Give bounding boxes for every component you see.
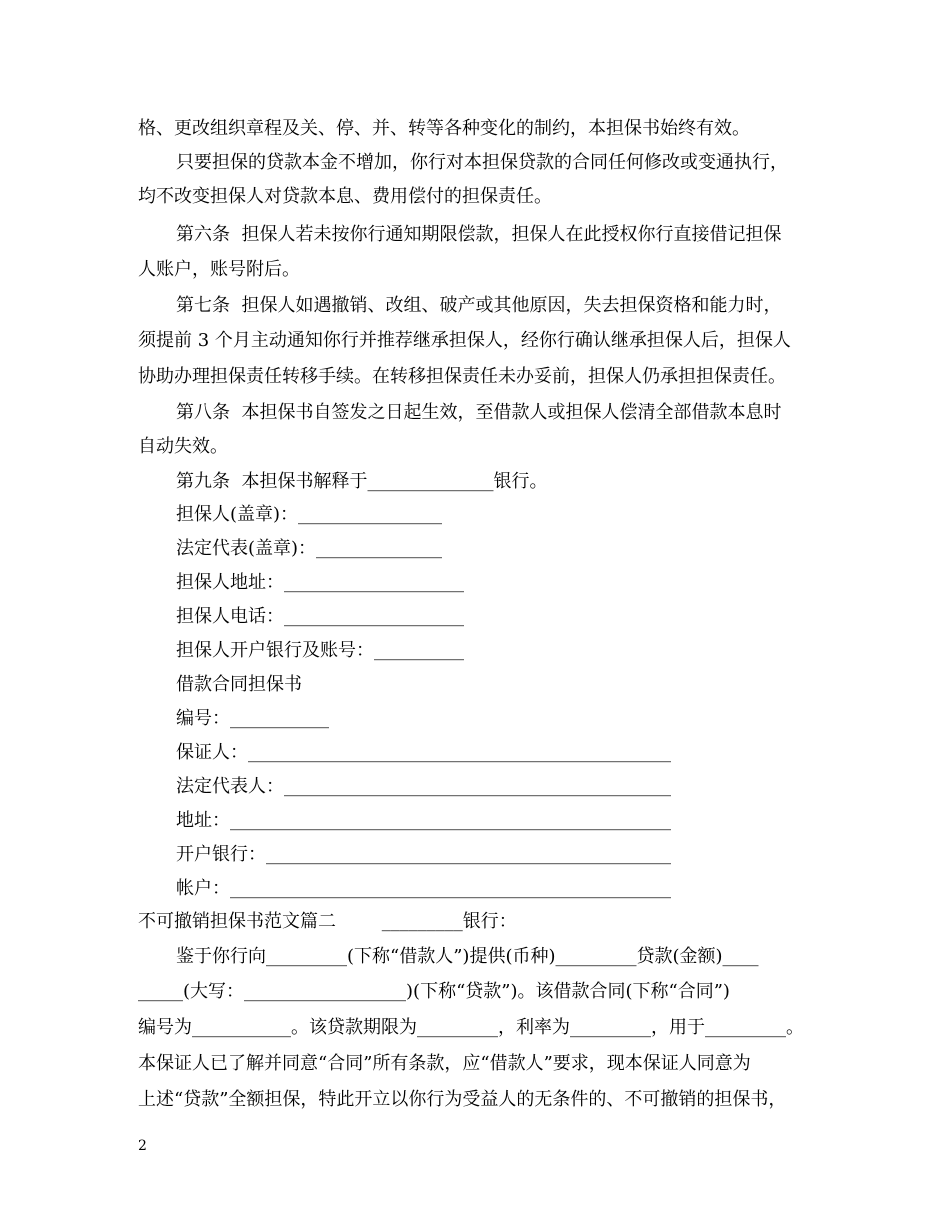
body-text-line: 须提前 3 个月主动通知你行并推荐继承担保人，经你行确认继承担保人后，担保人	[138, 330, 791, 351]
body-text-line: 上述“贷款”全额担保，特此开立以你行为受益人的无条件的、不可撤销的担保书，	[138, 1089, 787, 1110]
guarantor-field: 保证人：_______________________________________________	[176, 742, 671, 763]
body-text-line: 鉴于你行向_________(下称“借款人”)提供(币种)_________贷款(金额)____	[176, 946, 759, 967]
number-field: 编号：___________	[176, 708, 329, 729]
legal-representative-field: 法定代表人：___________________________________________	[176, 776, 671, 797]
clause-six: 第六条 担保人若未按你行通知期限偿款，担保人在此授权你行直接借记担保	[176, 224, 782, 245]
clause-eight: 第八条 本担保书自签发之日起生效，至借款人或担保人偿清全部借款本息时	[176, 402, 782, 423]
clause-nine: 第九条 本担保书解释于______________银行。	[176, 471, 548, 492]
guarantor-seal-field: 担保人(盖章)：________________	[176, 504, 443, 525]
guarantor-bank-account-field: 担保人开户银行及账号：__________	[176, 640, 464, 661]
guarantor-phone-field: 担保人电话：____________________	[176, 606, 464, 627]
address-field: 地址：_________________________________________________	[176, 810, 671, 831]
body-text-line: 编号为___________。该贷款期限为_________，利率为_________，用于_________。	[138, 1017, 804, 1038]
page-number: 2	[138, 1138, 147, 1154]
clause-seven: 第七条 担保人如遇撤销、改组、破产或其他原因，失去担保资格和能力时，	[176, 295, 782, 316]
body-text-line: 人账户，账号附后。	[138, 259, 300, 280]
section-heading: 不可撤销担保书范文篇二 _________银行：	[138, 911, 517, 932]
body-text-line: 均不改变担保人对贷款本息、费用偿付的担保责任。	[138, 186, 552, 207]
body-text-line: 协助办理担保责任转移手续。在转移担保责任未办妥前，担保人仍承担担保责任。	[138, 366, 786, 387]
body-text-line: 自动失效。	[138, 436, 228, 457]
opening-bank-field: 开户银行：_____________________________________________	[176, 844, 671, 865]
legal-rep-seal-field: 法定代表(盖章)：______________	[176, 538, 443, 559]
guarantor-address-field: 担保人地址：____________________	[176, 572, 464, 593]
body-text-line: 本保证人已了解并同意“合同”所有条款，应“借款人”要求，现本保证人同意为	[138, 1053, 751, 1074]
body-text-line: _____(大写：__________________)(下称“贷款”)。该借款合同(下称“合同”)	[138, 981, 730, 1002]
account-field: 帐户：_________________________________________________	[176, 878, 671, 899]
body-text-line: 格、更改组织章程及关、停、并、转等各种变化的制约，本担保书始终有效。	[138, 118, 750, 139]
body-text-line: 只要担保的贷款本金不增加，你行对本担保贷款的合同任何修改或变通执行，	[176, 152, 788, 173]
section-title: 借款合同担保书	[176, 674, 302, 695]
